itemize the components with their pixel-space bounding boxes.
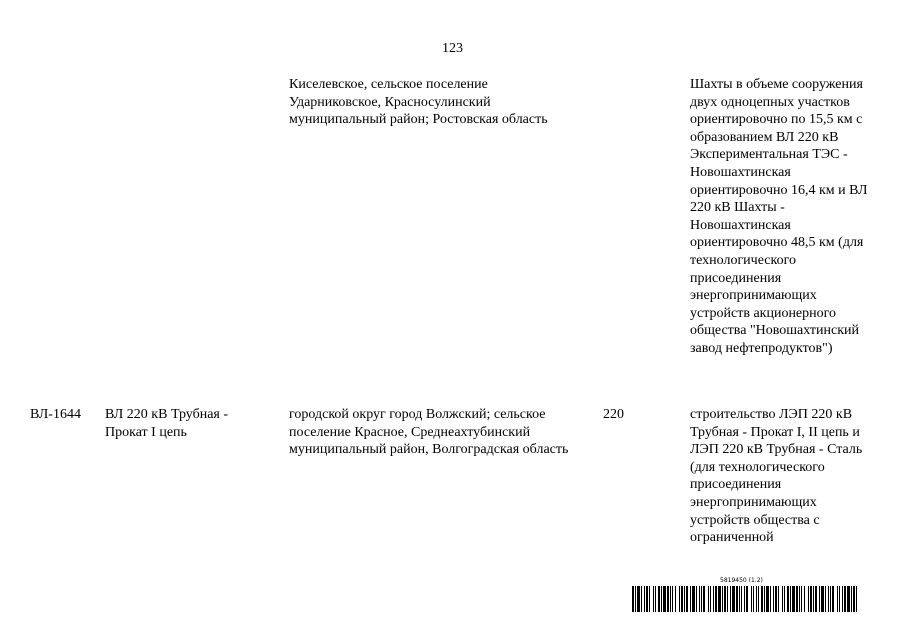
row-1-purpose: Шахты в объеме сооружения двух одноцепных участков ориентировочно по 15,5 км с образованием ВЛ 220 кВ Экспериментальная ТЭС - Новошахтинская ориентировочно 16,4 км и ВЛ 220 кВ Шахты - Новошахтинская ориентировочно 48,5 км (для технологического присоединения энергопринимающих устройств акционерного общества "Новошахтинский завод нефтепродуктов") — [690, 77, 868, 356]
row-2-voltage: 220 — [603, 407, 624, 422]
row-1-location: Киселевское, сельское поселение Ударниковское, Красносулинский муниципальный район; Ростовская область — [289, 77, 548, 128]
row-2-location: городской округ город Волжский; сельское поселение Красное, Среднеахтубинский муниципальный район, Волгоградская область — [289, 407, 569, 458]
barcode-label: 5819450 (1.2) — [720, 577, 763, 584]
barcode-icon — [632, 586, 858, 612]
row-2-code: ВЛ-1644 — [30, 407, 81, 422]
barcode-block — [632, 577, 858, 613]
row-2-name: ВЛ 220 кВ Трубная - Прокат I цепь — [105, 407, 229, 440]
row-2-purpose: строительство ЛЭП 220 кВ Трубная - Прокат I, II цепь и ЛЭП 220 кВ Трубная - Сталь (для технологического присоединения энергопринимающих устройств общества с ограниченной — [690, 407, 863, 546]
page-number: 123 — [442, 41, 463, 56]
